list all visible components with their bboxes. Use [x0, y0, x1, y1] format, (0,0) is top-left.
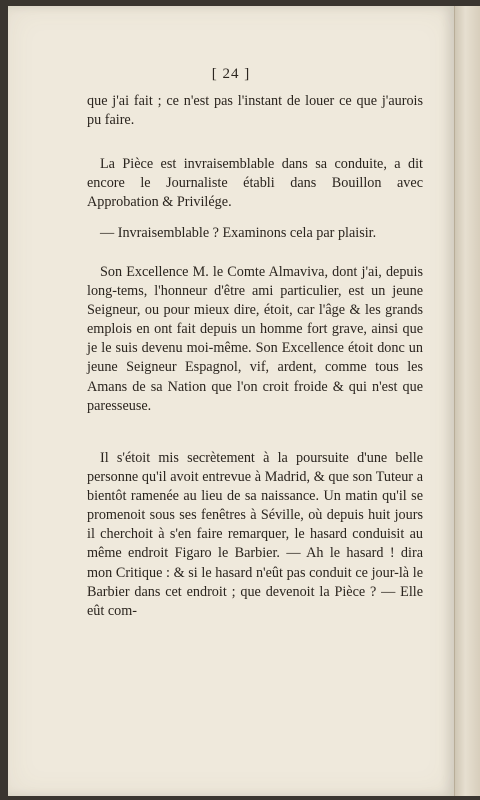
paragraph-2: La Pièce est invraisemblable dans sa conduite, a dit encore le Journaliste établi dans Bouillon avec Approbation & Privilége.: [87, 156, 423, 211]
paragraph-1: que j'ai fait ; ce n'est pas l'instant de louer ce que j'aurois pu faire.: [87, 93, 423, 129]
page-number: [ 24 ]: [211, 66, 251, 82]
paragraph-3: — Invraisemblable ? Examinons cela par plaisir.: [100, 225, 377, 241]
page-edge: [454, 6, 480, 796]
paragraph-4: Son Excellence M. le Comte Almaviva, dont j'ai, depuis long-tems, l'honneur d'être ami particulier, est un jeune Seigneur, ou pour mieux dire, étoit, car l'âge & les grands emplois en ont fait depuis un homme fort grave, ainsi que je le suis devenu moi-même. Son Excellence étoit donc un jeune Seigneur Espagnol, vif, ardent, comme tous les Amans de sa Nation que l'on croit froide & qui n'est que paresseuse.: [87, 264, 423, 414]
book-page: [8, 6, 454, 796]
paragraph-5: Il s'étoit mis secrètement à la poursuite d'une belle personne qu'il avoit entrevue à Madrid, & que son Tuteur a bientôt ramenée au lieu de sa naissance. Un matin qu'il se promenoit sous ses fenêtres à Séville, où depuis huit jours il cherchoit à s'en faire remarquer, le hasard conduisit au même endroit Figaro le Barbier. — Ah le hasard ! dira mon Critique : & si le hasard n'eût pas conduit ce jour-là le Barbier dans cet endroit ; que devenoit la Pièce ? — Elle eût com-: [87, 450, 423, 619]
